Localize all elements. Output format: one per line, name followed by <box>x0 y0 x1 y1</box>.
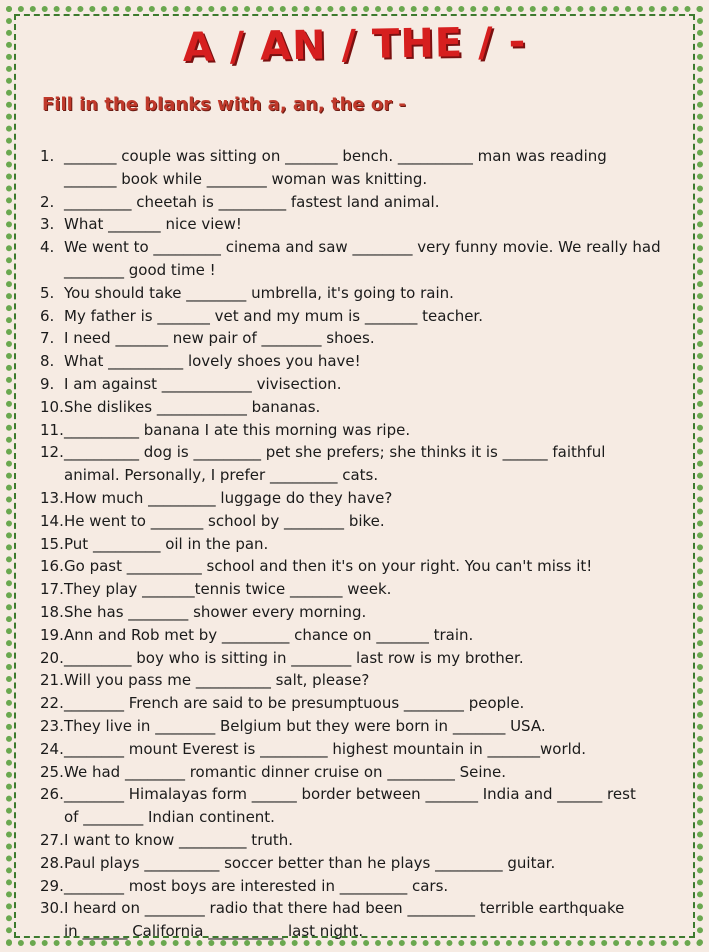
item-text: __________ banana I ate this morning was ripe. <box>64 420 411 439</box>
item-number: 7. <box>40 329 55 348</box>
item-number: 23. <box>40 716 64 735</box>
item-number: 16. <box>40 557 64 576</box>
item-text: I heard on ________ radio that there had been _________ terrible earthquake <box>64 899 625 918</box>
exercise-item <box>40 145 692 168</box>
exercise-item <box>40 875 692 898</box>
item-number: 2. <box>40 192 55 211</box>
item-number: 18. <box>40 602 64 621</box>
item-number: 5. <box>40 283 55 302</box>
item-text: animal. Personally, I prefer _________ cats. <box>64 466 379 485</box>
exercise-item <box>40 555 692 578</box>
item-text: Put _________ oil in the pan. <box>64 534 269 553</box>
item-number: 20. <box>40 648 64 667</box>
exercise-item <box>40 783 692 806</box>
exercise-item <box>40 487 692 510</box>
exercise-item <box>40 601 692 624</box>
item-number: 1. <box>40 147 55 165</box>
exercise-item <box>40 761 692 784</box>
exercise-item <box>40 419 692 442</box>
item-number: 26. <box>40 785 64 804</box>
item-number: 11. <box>40 420 64 439</box>
item-number: 27. <box>40 830 64 849</box>
item-number: 6. <box>40 306 55 325</box>
exercise-item-continuation <box>40 464 692 487</box>
exercise-item <box>40 852 692 875</box>
exercise-item <box>40 396 692 419</box>
exercise-item <box>40 305 692 328</box>
item-text: She dislikes ____________ bananas. <box>64 397 321 416</box>
item-text: in ______ California __________ last night. <box>64 922 364 941</box>
item-number: 19. <box>40 625 64 644</box>
item-number: 28. <box>40 853 64 872</box>
exercise-item <box>40 191 692 214</box>
item-text: What __________ lovely shoes you have! <box>64 352 361 371</box>
exercise-item <box>40 533 692 556</box>
exercise-item <box>40 624 692 647</box>
item-text: ________ good time ! <box>64 260 216 279</box>
instructions: Fill in the blanks with a, an, the or - <box>42 94 406 115</box>
item-number: 12. <box>40 443 64 462</box>
item-text: __________ dog is _________ pet she prefers; she thinks it is ______ faithful <box>64 443 606 462</box>
item-number: 21. <box>40 671 64 690</box>
exercise-item <box>40 829 692 852</box>
exercise-item <box>40 692 692 715</box>
item-number: 3. <box>40 215 55 234</box>
exercise-item <box>40 510 692 533</box>
exercise-item <box>40 897 692 920</box>
exercise-list <box>40 145 692 943</box>
exercise-item <box>40 578 692 601</box>
item-number: 24. <box>40 739 64 758</box>
exercise-item <box>40 236 692 259</box>
item-text: ________ most boys are interested in _________ cars. <box>64 876 449 895</box>
item-number: 22. <box>40 694 64 713</box>
item-number: 29. <box>40 876 64 895</box>
item-number: 30. <box>40 899 64 918</box>
item-text: Will you pass me __________ salt, please? <box>64 671 370 690</box>
exercise-item-continuation <box>40 259 692 282</box>
item-text: Go past __________ school and then it's on your right. You can't miss it! <box>64 557 593 576</box>
item-text: I need _______ new pair of ________ shoes. <box>64 329 375 348</box>
exercise-item <box>40 738 692 761</box>
item-text: ________ mount Everest is _________ highest mountain in _______world. <box>64 739 587 758</box>
exercise-item <box>40 647 692 670</box>
item-text: You should take ________ umbrella, it's going to rain. <box>64 283 454 302</box>
item-text: Paul plays __________ soccer better than he plays _________ guitar. <box>64 853 556 872</box>
item-number: 15. <box>40 534 64 553</box>
exercise-item-continuation <box>40 168 692 191</box>
item-text: They live in ________ Belgium but they were born in _______ USA. <box>64 716 546 735</box>
item-number: 10. <box>40 397 64 416</box>
exercise-item <box>40 213 692 236</box>
item-number: 25. <box>40 762 64 781</box>
item-text: What _______ nice view! <box>64 215 242 234</box>
exercise-item <box>40 350 692 373</box>
item-number: 17. <box>40 580 64 599</box>
item-text: I am against ____________ vivisection. <box>64 374 342 393</box>
exercise-item <box>40 441 692 464</box>
exercise-item <box>40 327 692 350</box>
exercise-item <box>40 715 692 738</box>
item-number: 9. <box>40 374 55 393</box>
item-text: I want to know _________ truth. <box>64 830 294 849</box>
exercise-item <box>40 282 692 305</box>
item-text: They play _______tennis twice _______ week. <box>64 580 392 599</box>
item-text: My father is _______ vet and my mum is _______ teacher. <box>64 306 483 325</box>
worksheet-title: A / AN / THE / - <box>182 19 527 71</box>
item-number: 14. <box>40 511 64 530</box>
exercise-item-continuation <box>40 806 692 829</box>
item-text: We went to _________ cinema and saw ________ very funny movie. We really had <box>64 238 661 257</box>
item-number: 13. <box>40 488 64 507</box>
item-text: _______ book while ________ woman was knitting. <box>64 169 428 188</box>
exercise-item <box>40 373 692 396</box>
item-number: 4. <box>40 238 55 257</box>
item-text: _________ cheetah is _________ fastest land animal. <box>64 192 440 211</box>
item-text: Ann and Rob met by _________ chance on _______ train. <box>64 625 474 644</box>
item-text: She has ________ shower every morning. <box>64 602 367 621</box>
item-text: He went to _______ school by ________ bike. <box>64 511 385 530</box>
exercise-item-continuation <box>40 920 692 943</box>
item-text: _________ boy who is sitting in ________ last row is my brother. <box>64 648 524 667</box>
item-number: 8. <box>40 352 55 371</box>
item-text: _______ couple was sitting on _______ bench. __________ man was reading <box>64 147 607 165</box>
item-text: How much _________ luggage do they have? <box>64 488 393 507</box>
item-text: of ________ Indian continent. <box>64 808 275 827</box>
item-text: ________ Himalayas form ______ border between _______ India and ______ rest <box>64 785 636 804</box>
item-text: ________ French are said to be presumptuous ________ people. <box>64 694 525 713</box>
item-text: We had ________ romantic dinner cruise on _________ Seine. <box>64 762 507 781</box>
exercise-item <box>40 669 692 692</box>
